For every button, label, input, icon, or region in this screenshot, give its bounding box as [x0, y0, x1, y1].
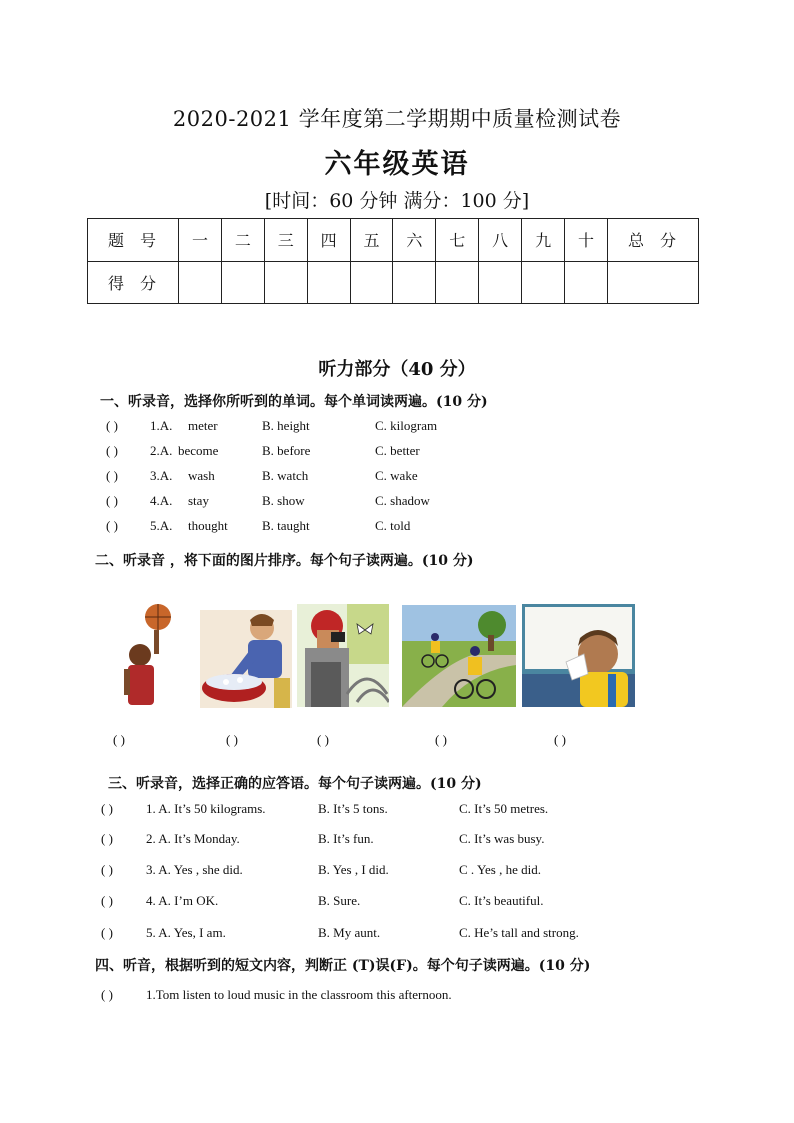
part1-q5-a: thought	[188, 518, 228, 533]
row-label-score: 得分	[88, 261, 179, 304]
col-2: 二	[221, 219, 264, 262]
part1-q1-b: B. height	[262, 418, 310, 433]
col-8: 八	[479, 219, 522, 262]
exam-title: 2020-2021 学年度第二学期期中质量检测试卷	[172, 107, 622, 131]
part3-q1-b: B. It’s 5 tons.	[318, 801, 388, 816]
part1-q3-c: C. wake	[375, 468, 418, 483]
part4-q1-text: 1.Tom listen to loud music in the classroom this afternoon.	[146, 987, 452, 1002]
part1-q5-b: B. taught	[262, 518, 310, 533]
part1-q2-c: C. better	[375, 443, 420, 458]
col-4: 四	[307, 219, 350, 262]
part3-q4-paren[interactable]: ( )	[101, 893, 113, 908]
part3-q3-a: 3. A. Yes , she did.	[146, 862, 243, 877]
part3-q2-a: 2. A. It’s Monday.	[146, 831, 240, 846]
score-cell[interactable]	[393, 261, 436, 304]
picture-basketball-boy	[110, 603, 180, 709]
col-9: 九	[522, 219, 565, 262]
subject-title: 六年级英语	[324, 149, 470, 180]
part3-q5-a: 5. A. Yes, I am.	[146, 925, 226, 940]
part1-heading: 一、听录音，选择你所听到的单词。每个单词读两遍。(10 分)	[100, 394, 488, 410]
part1-q5-num: 5.A.	[150, 518, 173, 533]
picture-boy-camera	[297, 604, 389, 707]
score-cell[interactable]	[179, 261, 222, 304]
picture4-order-blank[interactable]: ( )	[435, 732, 447, 747]
part1-q2-a: become	[178, 443, 219, 458]
part3-q5-b: B. My aunt.	[318, 925, 381, 940]
part3-q2-paren[interactable]: ( )	[101, 831, 113, 846]
part3-q2-b: B. It’s fun.	[318, 831, 374, 846]
part1-q5-c: C. told	[375, 518, 411, 533]
col-1: 一	[179, 219, 222, 262]
part1-q5-paren[interactable]: ( )	[106, 518, 118, 533]
part3-q1-c: C. It’s 50 metres.	[459, 801, 549, 816]
part3-q5-paren[interactable]: ( )	[101, 925, 113, 940]
listening-section-title: 听力部分（40 分）	[318, 359, 476, 380]
score-cell[interactable]	[350, 261, 393, 304]
part4-q1-paren[interactable]: ( )	[101, 987, 113, 1002]
score-table-score-row	[88, 261, 699, 304]
picture-cycling	[402, 605, 516, 707]
part1-q1-c: C. kilogram	[375, 418, 438, 433]
part3-q3-c: C . Yes , he did.	[459, 862, 541, 877]
col-5: 五	[350, 219, 393, 262]
score-cell[interactable]	[307, 261, 350, 304]
picture3-order-blank[interactable]: ( )	[317, 732, 329, 747]
part1-q3-b: B. watch	[262, 468, 309, 483]
part3-heading: 三、听录音，选择正确的应答语。每个句子读两遍。(10 分)	[108, 776, 482, 792]
score-cell[interactable]	[479, 261, 522, 304]
part1-q4-a: stay	[188, 493, 209, 508]
score-table	[87, 218, 699, 304]
col-6: 六	[393, 219, 436, 262]
score-cell[interactable]	[436, 261, 479, 304]
picture2-order-blank[interactable]: ( )	[226, 732, 238, 747]
part3-q3-paren[interactable]: ( )	[101, 862, 113, 877]
part1-q1-a: meter	[188, 418, 218, 433]
part3-q5-c: C. He’s tall and strong.	[459, 925, 579, 940]
part1-q4-c: C. shadow	[375, 493, 430, 508]
score-cell[interactable]	[264, 261, 307, 304]
score-cell[interactable]	[522, 261, 565, 304]
part1-q2-paren[interactable]: ( )	[106, 443, 118, 458]
col-7: 七	[436, 219, 479, 262]
score-table-header-row	[88, 219, 699, 262]
part3-q4-a: 4. A. I’m OK.	[146, 893, 219, 908]
score-cell[interactable]	[221, 261, 264, 304]
part3-q1-a: 1. A. It’s 50 kilograms.	[146, 801, 266, 816]
part1-q4-b: B. show	[262, 493, 305, 508]
picture-sick-boy	[522, 604, 635, 707]
col-total: 总分	[608, 219, 699, 262]
part1-q3-paren[interactable]: ( )	[106, 468, 118, 483]
col-3: 三	[264, 219, 307, 262]
part3-q4-c: C. It’s beautiful.	[459, 893, 544, 908]
part1-q4-paren[interactable]: ( )	[106, 493, 118, 508]
score-cell-total[interactable]	[608, 261, 699, 304]
picture1-order-blank[interactable]: ( )	[113, 732, 125, 747]
part3-q1-paren[interactable]: ( )	[101, 801, 113, 816]
col-10: 十	[565, 219, 608, 262]
part1-q4-num: 4.A.	[150, 493, 173, 508]
part1-q1-paren[interactable]: ( )	[106, 418, 118, 433]
row-label-question-number: 题号	[88, 219, 179, 262]
part1-q2-b: B. before	[262, 443, 311, 458]
part3-q3-b: B. Yes , I did.	[318, 862, 389, 877]
part2-heading: 二、听录音 ，将下面的图片排序。每个句子读两遍。(10 分)	[95, 553, 474, 569]
part3-q2-c: C. It’s was busy.	[459, 831, 545, 846]
part1-q3-num: 3.A.	[150, 468, 173, 483]
picture-washing-clothes	[200, 610, 292, 708]
score-cell[interactable]	[565, 261, 608, 304]
part3-q4-b: B. Sure.	[318, 893, 361, 908]
picture5-order-blank[interactable]: ( )	[554, 732, 566, 747]
time-info: [时间：60 分钟 满分：100 分]	[264, 190, 530, 212]
part1-q2-num: 2.A.	[150, 443, 173, 458]
part1-q1-num: 1.A.	[150, 418, 173, 433]
part1-q3-a: wash	[188, 468, 215, 483]
part4-heading: 四、听音，根据听到的短文内容，判断正 (T)误(F)。每个句子读两遍。(10 分)	[95, 958, 591, 974]
